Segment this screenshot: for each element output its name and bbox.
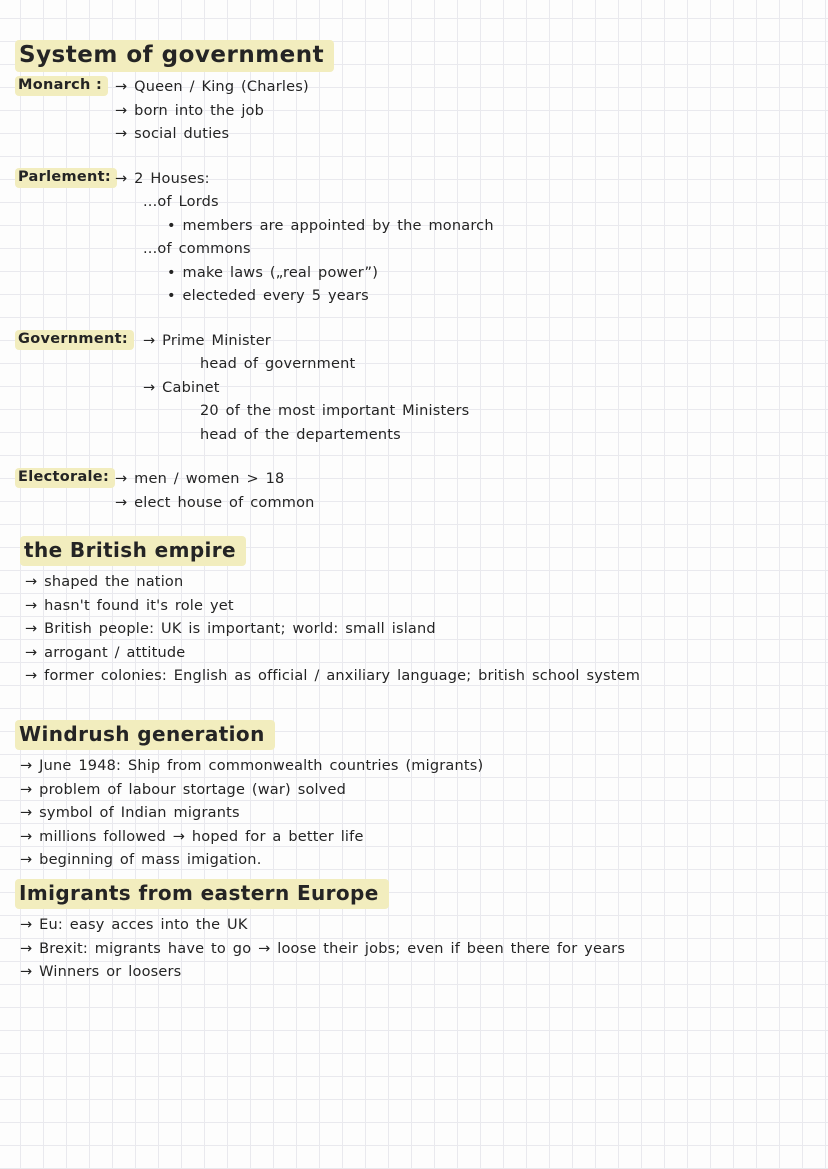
note-group — [15, 76, 818, 147]
note-line: → 2 Houses: — [115, 170, 210, 187]
note-line: head of government — [200, 356, 356, 372]
section-system-of-government — [15, 40, 818, 536]
note-line: 20 of the most important Ministers — [200, 403, 470, 419]
section-body — [15, 76, 818, 515]
bullet-line: → Eu: easy acces into the UK — [20, 917, 248, 933]
section-windrush-generation — [15, 720, 818, 873]
group-lines — [115, 330, 818, 448]
section-heading: Windrush generation — [15, 720, 275, 750]
note-line: head of the departements — [200, 426, 401, 443]
bullet-line: → former colonies: English as official / anxiliary language; british school system — [25, 668, 641, 684]
page-title: System of government — [15, 40, 334, 72]
section-imigrants-eastern-europe — [15, 879, 818, 985]
bullet-line: → problem of labour stortage (war) solved — [20, 781, 347, 798]
note-line: → social duties — [115, 126, 230, 142]
note-line: → men / women > 18 — [115, 471, 285, 487]
bullet-line: → millions followed → hoped for a better life — [20, 828, 364, 845]
section-body — [15, 755, 818, 873]
note-line: → Queen / King (Charles) — [115, 79, 309, 95]
group-lines — [115, 468, 818, 515]
section-body — [20, 571, 818, 689]
note-line: ...of commons — [143, 241, 251, 257]
note-line: → born into the job — [115, 102, 265, 119]
section-heading: Imigrants from eastern Europe — [15, 879, 389, 909]
bullet-line: → symbol of Indian migrants — [20, 805, 240, 821]
section-british-empire — [20, 536, 818, 689]
bullet-line: → beginning of mass imigation. — [20, 852, 262, 868]
bullet-line: → June 1948: Ship from commonwealth countries (migrants) — [20, 758, 484, 774]
note-line: • members are appointed by the monarch — [167, 217, 494, 234]
group-label: Government: — [15, 330, 134, 350]
note-line: • electeded every 5 years — [167, 288, 369, 304]
group-lines — [115, 76, 818, 147]
note-line: → Cabinet — [143, 379, 220, 396]
bullet-line: → Winners or loosers — [20, 964, 182, 980]
note-line: ...of Lords — [143, 194, 219, 210]
section-body — [15, 914, 818, 985]
note-group — [15, 330, 818, 448]
group-lines — [115, 168, 818, 309]
note-line: → Prime Minister — [143, 332, 271, 349]
group-label: Monarch : — [15, 76, 108, 96]
note-line: → elect house of common — [115, 494, 315, 511]
group-label: Electorale: — [15, 468, 115, 488]
section-heading: the British empire — [20, 536, 246, 566]
bullet-line: → hasn't found it's role yet — [25, 597, 234, 614]
note-line: • make laws („real power”) — [167, 264, 379, 281]
bullet-line: → shaped the nation — [25, 574, 184, 590]
note-group — [15, 168, 818, 309]
bullet-line: → British people: UK is important; world: small island — [25, 621, 436, 637]
note-group — [15, 468, 818, 515]
bullet-line: → Brexit: migrants have to go → loose their jobs; even if been there for years — [20, 940, 626, 957]
bullet-line: → arrogant / attitude — [25, 644, 186, 661]
group-label: Parlement: — [15, 168, 117, 188]
